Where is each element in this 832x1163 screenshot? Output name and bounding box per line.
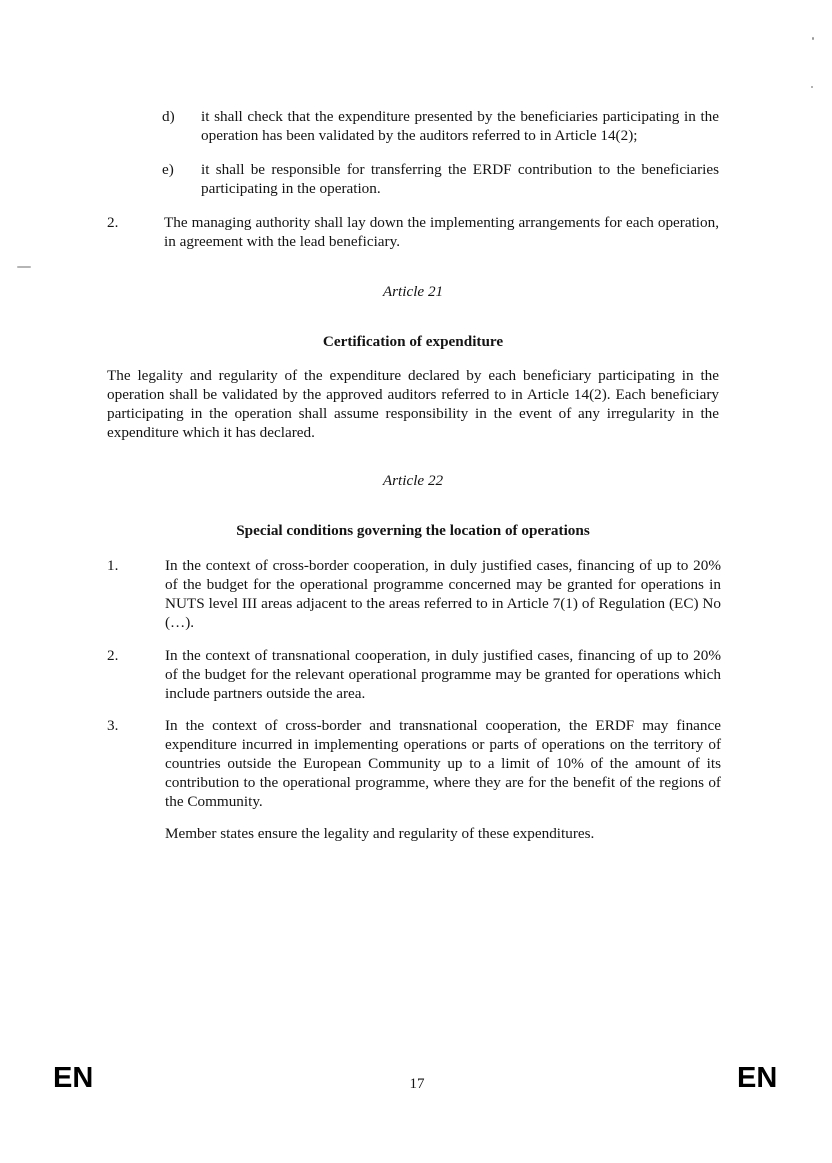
- para-2-number: 2.: [107, 214, 119, 231]
- item-e-label: e): [162, 161, 174, 178]
- scan-speck: [811, 86, 813, 88]
- article-22-item-2-number: 2.: [107, 647, 119, 664]
- footer-language-left: EN: [53, 1062, 94, 1094]
- article-21-heading: Article 21: [382, 283, 444, 300]
- article-21-title: Certification of expenditure: [322, 333, 504, 350]
- article-22-heading: Article 22: [382, 472, 444, 489]
- scan-speck: [17, 266, 31, 268]
- article-22-title: Special conditions governing the location of operations: [236, 522, 590, 539]
- article-22-item-1-number: 1.: [107, 557, 119, 574]
- article-22-item-3-number: 3.: [107, 717, 119, 734]
- article-22-closing: Member states ensure the legality and regularity of these expenditures.: [165, 825, 595, 842]
- article-22-item-2-text: In the context of transnational cooperation, in duly justified cases, financing of up to 20% of the budget for the relevant operational programme may be granted for operations which include partners outside the area.: [165, 647, 721, 702]
- article-22-item-1-text: In the context of cross-border cooperation, in duly justified cases, financing of up to 20% of the budget for the operational programme concerned may be granted for operations in NUTS level III areas adjacent to the areas referred to in Article 7(1) of Regulation (EC) No (…).: [165, 557, 721, 631]
- item-e-text: it shall be responsible for transferring the ERDF contribution to the beneficiaries participating in the operation.: [201, 161, 719, 197]
- page-number: 17: [409, 1076, 425, 1092]
- footer-language-right: EN: [737, 1062, 778, 1094]
- para-2-text: The managing authority shall lay down the implementing arrangements for each operation, in agreement with the lead beneficiary.: [164, 214, 719, 250]
- item-d-text: it shall check that the expenditure presented by the beneficiaries participating in the operation has been validated by the auditors referred to in Article 14(2);: [201, 108, 719, 144]
- article-21-body: The legality and regularity of the expenditure declared by each beneficiary participating in the operation shall be validated by the approved auditors referred to in Article 14(2). Each beneficiary participating in the operation shall assume responsibility in the event of any irregularity in the expenditure which it has declared.: [107, 367, 719, 441]
- article-22-item-3-text: In the context of cross-border and transnational cooperation, the ERDF may finance expenditure incurred in implementing operations or parts of operations on the territory of countries outside the European Community up to a limit of 10% of the amount of its contribution to the operational programme, where they are for the benefit of the regions of the Community.: [165, 717, 721, 810]
- scan-speck: [812, 37, 814, 40]
- item-d-label: d): [162, 108, 175, 125]
